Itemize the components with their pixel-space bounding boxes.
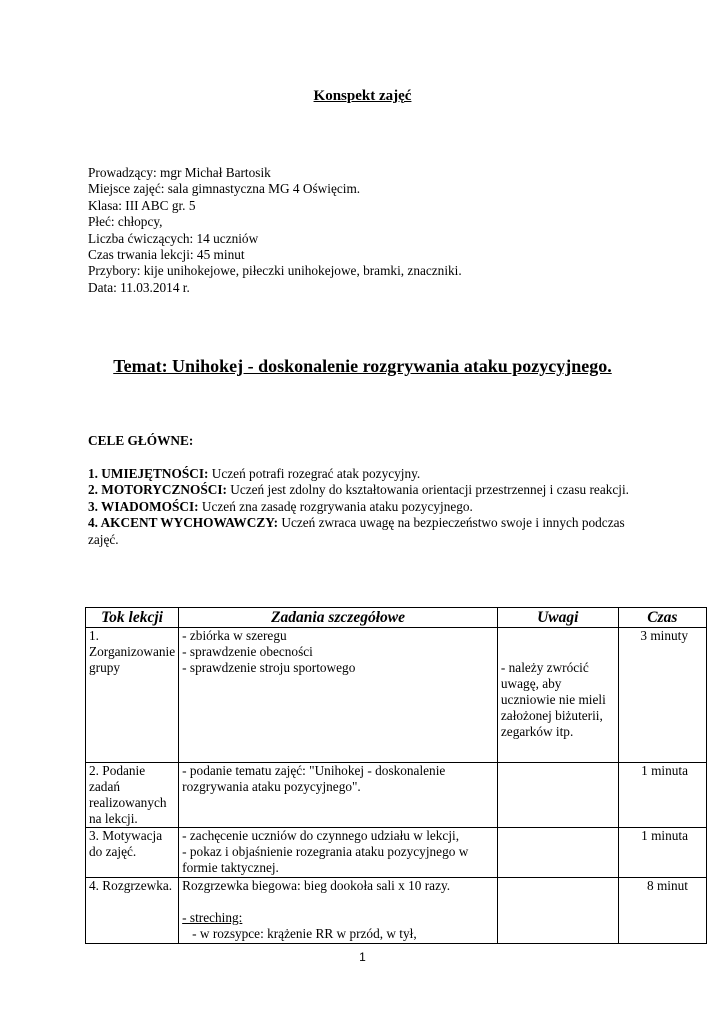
info-teacher: Prowadzący: mgr Michał Bartosik (88, 165, 271, 180)
task-line: Rozgrzewka biegowa: bieg dookoła sali x 10 razy. (182, 878, 451, 893)
cell-time: 8 minut (618, 878, 706, 944)
cell-time: 3 minuty (618, 628, 706, 763)
goal-label: 1. UMIEJĘTNOŚCI: (88, 466, 209, 481)
cell-tasks (179, 763, 498, 828)
document-title: Konspekt zajęć (313, 88, 412, 104)
task-subheading: - streching: (182, 910, 243, 925)
cell-stage: 4. Rozgrzewka. (86, 878, 179, 944)
info-gender: Płeć: chłopcy, (88, 214, 163, 230)
cell-stage: 3. Motywacja do zajęć. (86, 828, 179, 878)
info-class: Klasa: III ABC gr. 5 (88, 197, 196, 213)
table-row (86, 878, 707, 944)
cell-time: 1 minuta (618, 828, 706, 878)
cell-stage: 1. Zorganizowanie grupy (86, 628, 179, 763)
task-line: - sprawdzenie stroju sportowego (182, 660, 356, 675)
goal-text: Uczeń zwraca uwagę na bezpieczeństwo swoje i innych podczas zajęć. (88, 515, 625, 547)
table-header-row (86, 608, 707, 628)
table-row (86, 628, 707, 763)
cell-tasks (179, 878, 498, 944)
table-row (86, 828, 707, 878)
goal-item (88, 515, 648, 548)
header-time: Czas (618, 608, 706, 628)
info-equipment: Przybory: kije unihokejowe, piłeczki unihokejowe, bramki, znaczniki. (88, 263, 462, 279)
info-place: Miejsce zajęć: sala gimnastyczna MG 4 Oświęcim. (88, 181, 361, 197)
goal-item (88, 466, 648, 482)
cell-tasks (179, 828, 498, 878)
goal-text: Uczeń potrafi rozegrać atak pozycyjny. (208, 466, 421, 481)
goal-label: 4. AKCENT WYCHOWAWCZY: (88, 515, 279, 531)
goal-text: Uczeń jest zdolny do kształtowania orientacji przestrzennej i czasu reakcji. (226, 482, 629, 498)
goal-label: 2. MOTORYCZNOŚCI: (88, 482, 227, 498)
cell-time: 1 minuta (618, 763, 706, 828)
goals-list (88, 466, 648, 548)
header-stage: Tok lekcji (86, 608, 179, 628)
task-line: - w rozsypce: krążenie RR w przód, w tył, (192, 926, 417, 941)
task-line: - sprawdzenie obecności (182, 644, 313, 659)
table-row (86, 763, 707, 828)
info-duration: Czas trwania lekcji: 45 minut (88, 247, 245, 263)
goals-heading: CELE GŁÓWNE: (88, 433, 194, 448)
info-date: Data: 11.03.2014 r. (88, 279, 190, 295)
header-tasks: Zadania szczegółowe (179, 608, 498, 628)
cell-notes (497, 828, 618, 878)
task-line: - zachęcenie uczniów do czynnego udziału w lekcji, (182, 828, 460, 843)
lesson-topic: Temat: Unihokej - doskonalenie rozgrywania ataku pozycyjnego. (113, 356, 612, 376)
info-students: Liczba ćwiczących: 14 uczniów (88, 230, 259, 246)
lesson-plan-table (85, 607, 707, 944)
cell-stage: 2. Podanie zadań realizowanych na lekcji. (86, 763, 179, 828)
cell-tasks (179, 628, 498, 763)
goal-label: 3. WIADOMOŚCI: (88, 498, 199, 514)
header-notes: Uwagi (497, 608, 618, 628)
task-line: - zbiórka w szeregu (182, 628, 287, 643)
goal-item (88, 482, 648, 498)
note-text: - należy zwrócić uwagę, aby uczniowie nie mieli założonej biżuterii, zegarków itp. (500, 660, 606, 739)
page-number: 1 (359, 950, 366, 964)
goal-text: Uczeń zna zasadę rozgrywania ataku pozycyjnego. (198, 498, 473, 514)
task-line: - pokaz i objaśnienie rozegrania ataku pozycyjnego w formie taktycznej. (182, 844, 469, 875)
cell-notes (497, 763, 618, 828)
cell-notes (497, 628, 618, 763)
task-line: - podanie tematu zajęć: "Unihokej - doskonalenie rozgrywania ataku pozycyjnego". (182, 763, 446, 794)
cell-notes (497, 878, 618, 944)
lesson-info (88, 165, 462, 296)
goal-item (88, 499, 648, 515)
